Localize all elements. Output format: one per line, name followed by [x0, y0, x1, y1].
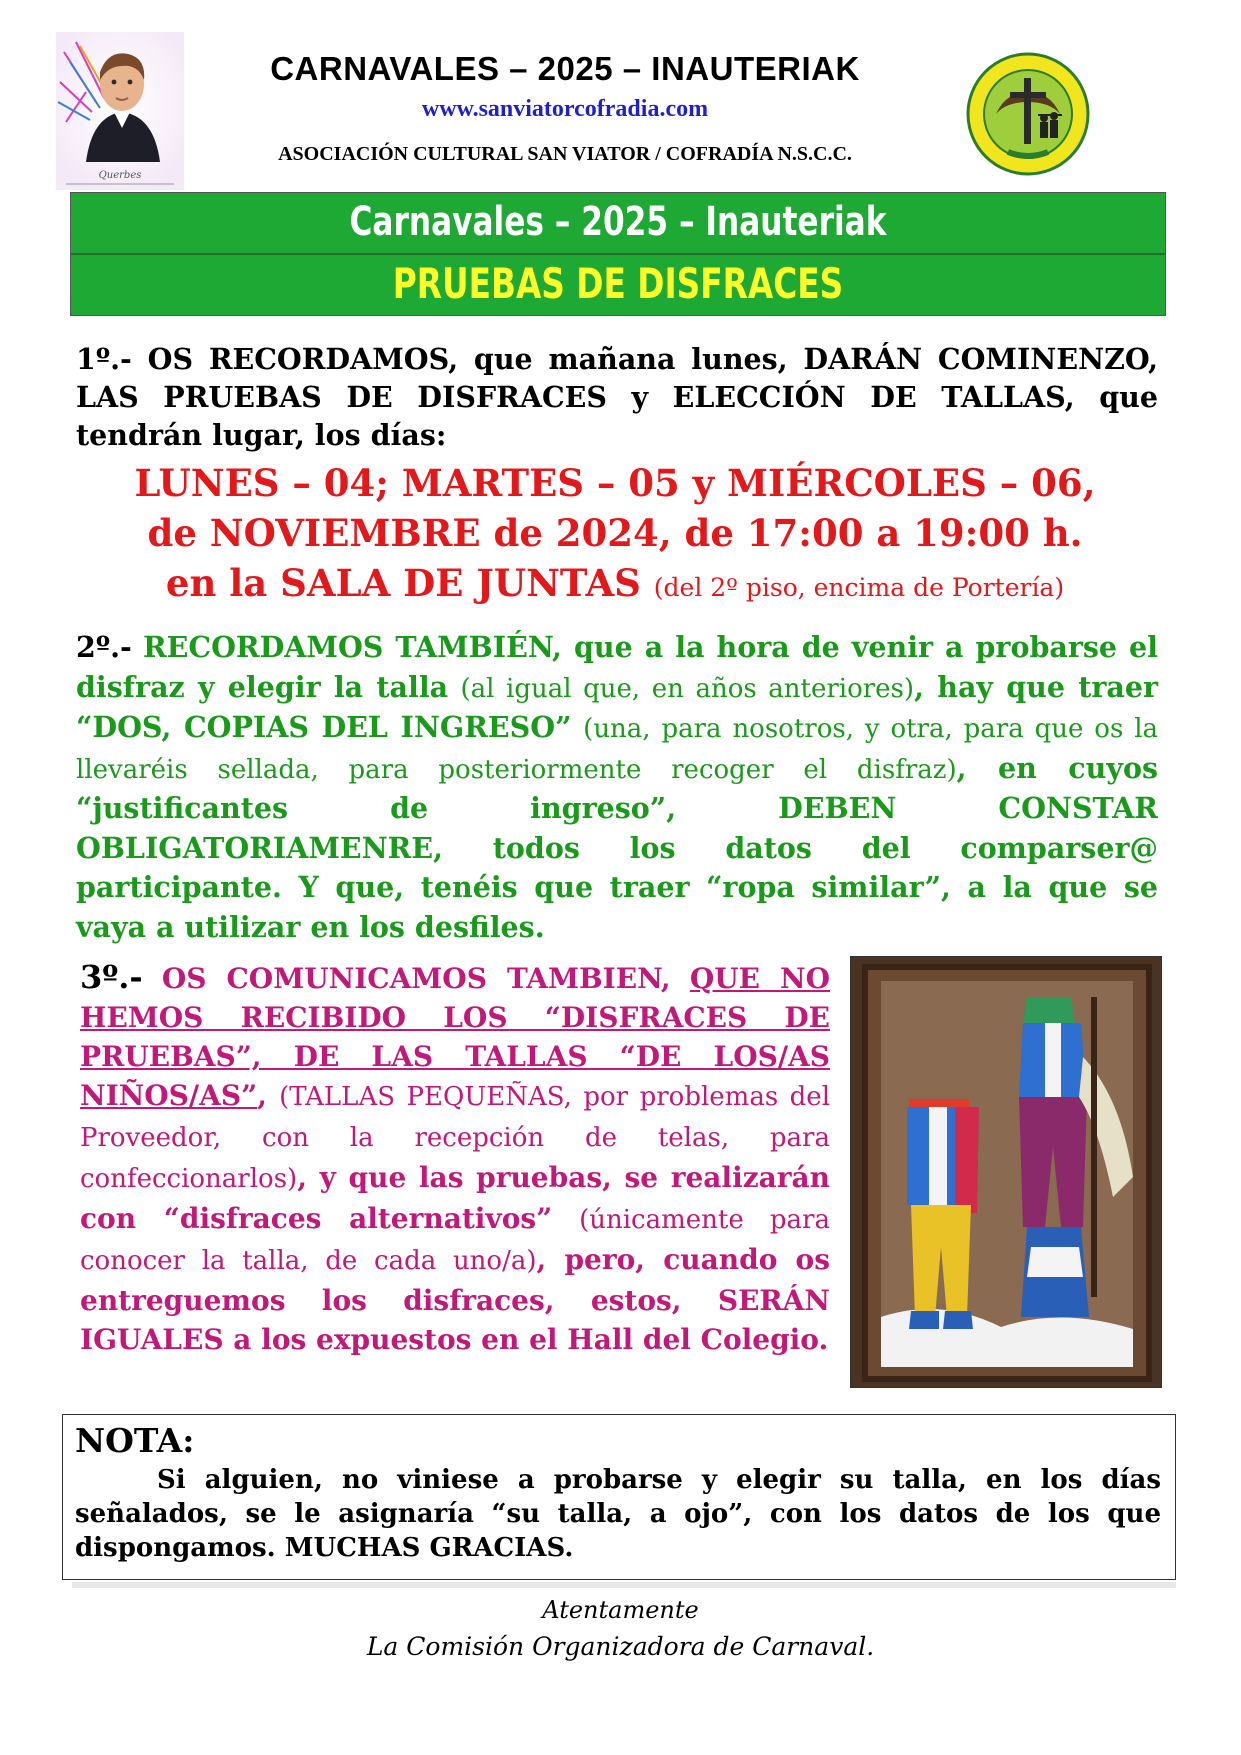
nota-text: Si alguien, no viniese a probarse y elegir su talla, en los días señalados, se le asignaría “su talla, a ojo”, con los datos de los que dispongamos. MUCHAS GRACIAS.: [75, 1465, 1161, 1563]
closing-greeting: Atentamente: [542, 1596, 699, 1624]
dates-block: [60, 458, 1170, 613]
signature-committee: La Comisión Organizadora de Carnaval.: [366, 1632, 875, 1661]
section-3-part-1: OS COMUNICAMOS TAMBIEN,: [161, 962, 671, 995]
section-3-part-5: , y que las pruebas, se realizarán con “disfraces alternativos”: [80, 1161, 830, 1235]
header-title: CARNAVALES – 2025 – INAUTERIAK: [270, 50, 860, 87]
place-detail: (del 2º piso, encima de Portería): [653, 573, 1065, 602]
section-3-part-7: , pero, cuando os entreguemos los disfraces, estos, SERÁN IGUALES a los expuestos en el Hall del Colegio.: [80, 1243, 830, 1356]
section-3-part-3: ,: [257, 1079, 267, 1112]
title-banner: [70, 192, 1166, 316]
place-name: en la SALA DE JUNTAS: [165, 561, 641, 605]
place-line: [60, 558, 1170, 613]
section-1-text: 1º.- OS RECORDAMOS, que mañana lunes, DARÁN COMINENZO, LAS PRUEBAS DE DISFRACES y ELECCIÓN DE TALLAS, que tendrán lugar, los días:: [76, 342, 1158, 452]
section-3-part-2: QUE NO HEMOS RECIBIDO LOS “DISFRACES DE PRUEBAS”, DE LAS TALLAS “DE LOS/AS NIÑOS/AS”: [80, 962, 830, 1112]
section-3-part-6: (únicamente para conocer la talla, de cada uno/a): [80, 1205, 830, 1276]
section-2-number: 2º.-: [76, 630, 132, 664]
section-2-part-2: (al igual que, en años anteriores): [460, 673, 915, 704]
association-name: ASOCIACIÓN CULTURAL SAN VIATOR / COFRADÍA N.S.C.C.: [278, 143, 852, 165]
banner-subtitle: PRUEBAS DE DISFRACES: [392, 259, 844, 308]
section-2-part-5: , en cuyos “justificantes de ingreso”, DEBEN CONSTAR OBLIGATORIAMENRE, todos los datos del comparser@ participante. Y que, tenéis que traer “ropa similar”, a la que se vaya a utilizar en los desfiles.: [76, 750, 1158, 944]
portrait-logo: [56, 32, 184, 190]
section-2-part-1: RECORDAMOS TAMBIÉN, que a la hora de venir a probarse el disfraz y elegir la talla: [76, 630, 1158, 704]
dates-line-1: LUNES – 04; MARTES – 05 y MIÉRCOLES – 06,: [134, 461, 1096, 505]
section-2-part-3: , hay que traer “DOS, COPIAS DEL INGRESO”: [76, 669, 1159, 744]
nota-title: NOTA:: [75, 1421, 195, 1460]
website-link[interactable]: www.sanviatorcofradia.com: [421, 96, 709, 122]
banner-divider: [71, 253, 1165, 255]
nota-shadow: [72, 1582, 1176, 1588]
dates-line-2: de NOVIEMBRE de 2024, de 17:00 a 19:00 h.: [147, 511, 1083, 555]
costumes-photo: [850, 956, 1162, 1388]
section-2-part-4: (una, para nosotros, y otra, para que os la llevaréis sellada, para posteriormente recoger el disfraz): [76, 714, 1159, 785]
section-3-part-4: (TALLAS PEQUEÑAS, por problemas del Proveedor, con la recepción de telas, para confeccionarlos): [80, 1082, 831, 1194]
section-2-text: [76, 628, 1158, 947]
section-3-text: [80, 958, 830, 1359]
svg-text:Querbes: Querbes: [98, 170, 142, 181]
nota-box: [62, 1414, 1176, 1580]
banner-title: Carnavales – 2025 – Inauteriak: [349, 199, 887, 245]
cofradia-emblem: [966, 52, 1090, 176]
section-3-number: 3º.-: [80, 958, 143, 996]
